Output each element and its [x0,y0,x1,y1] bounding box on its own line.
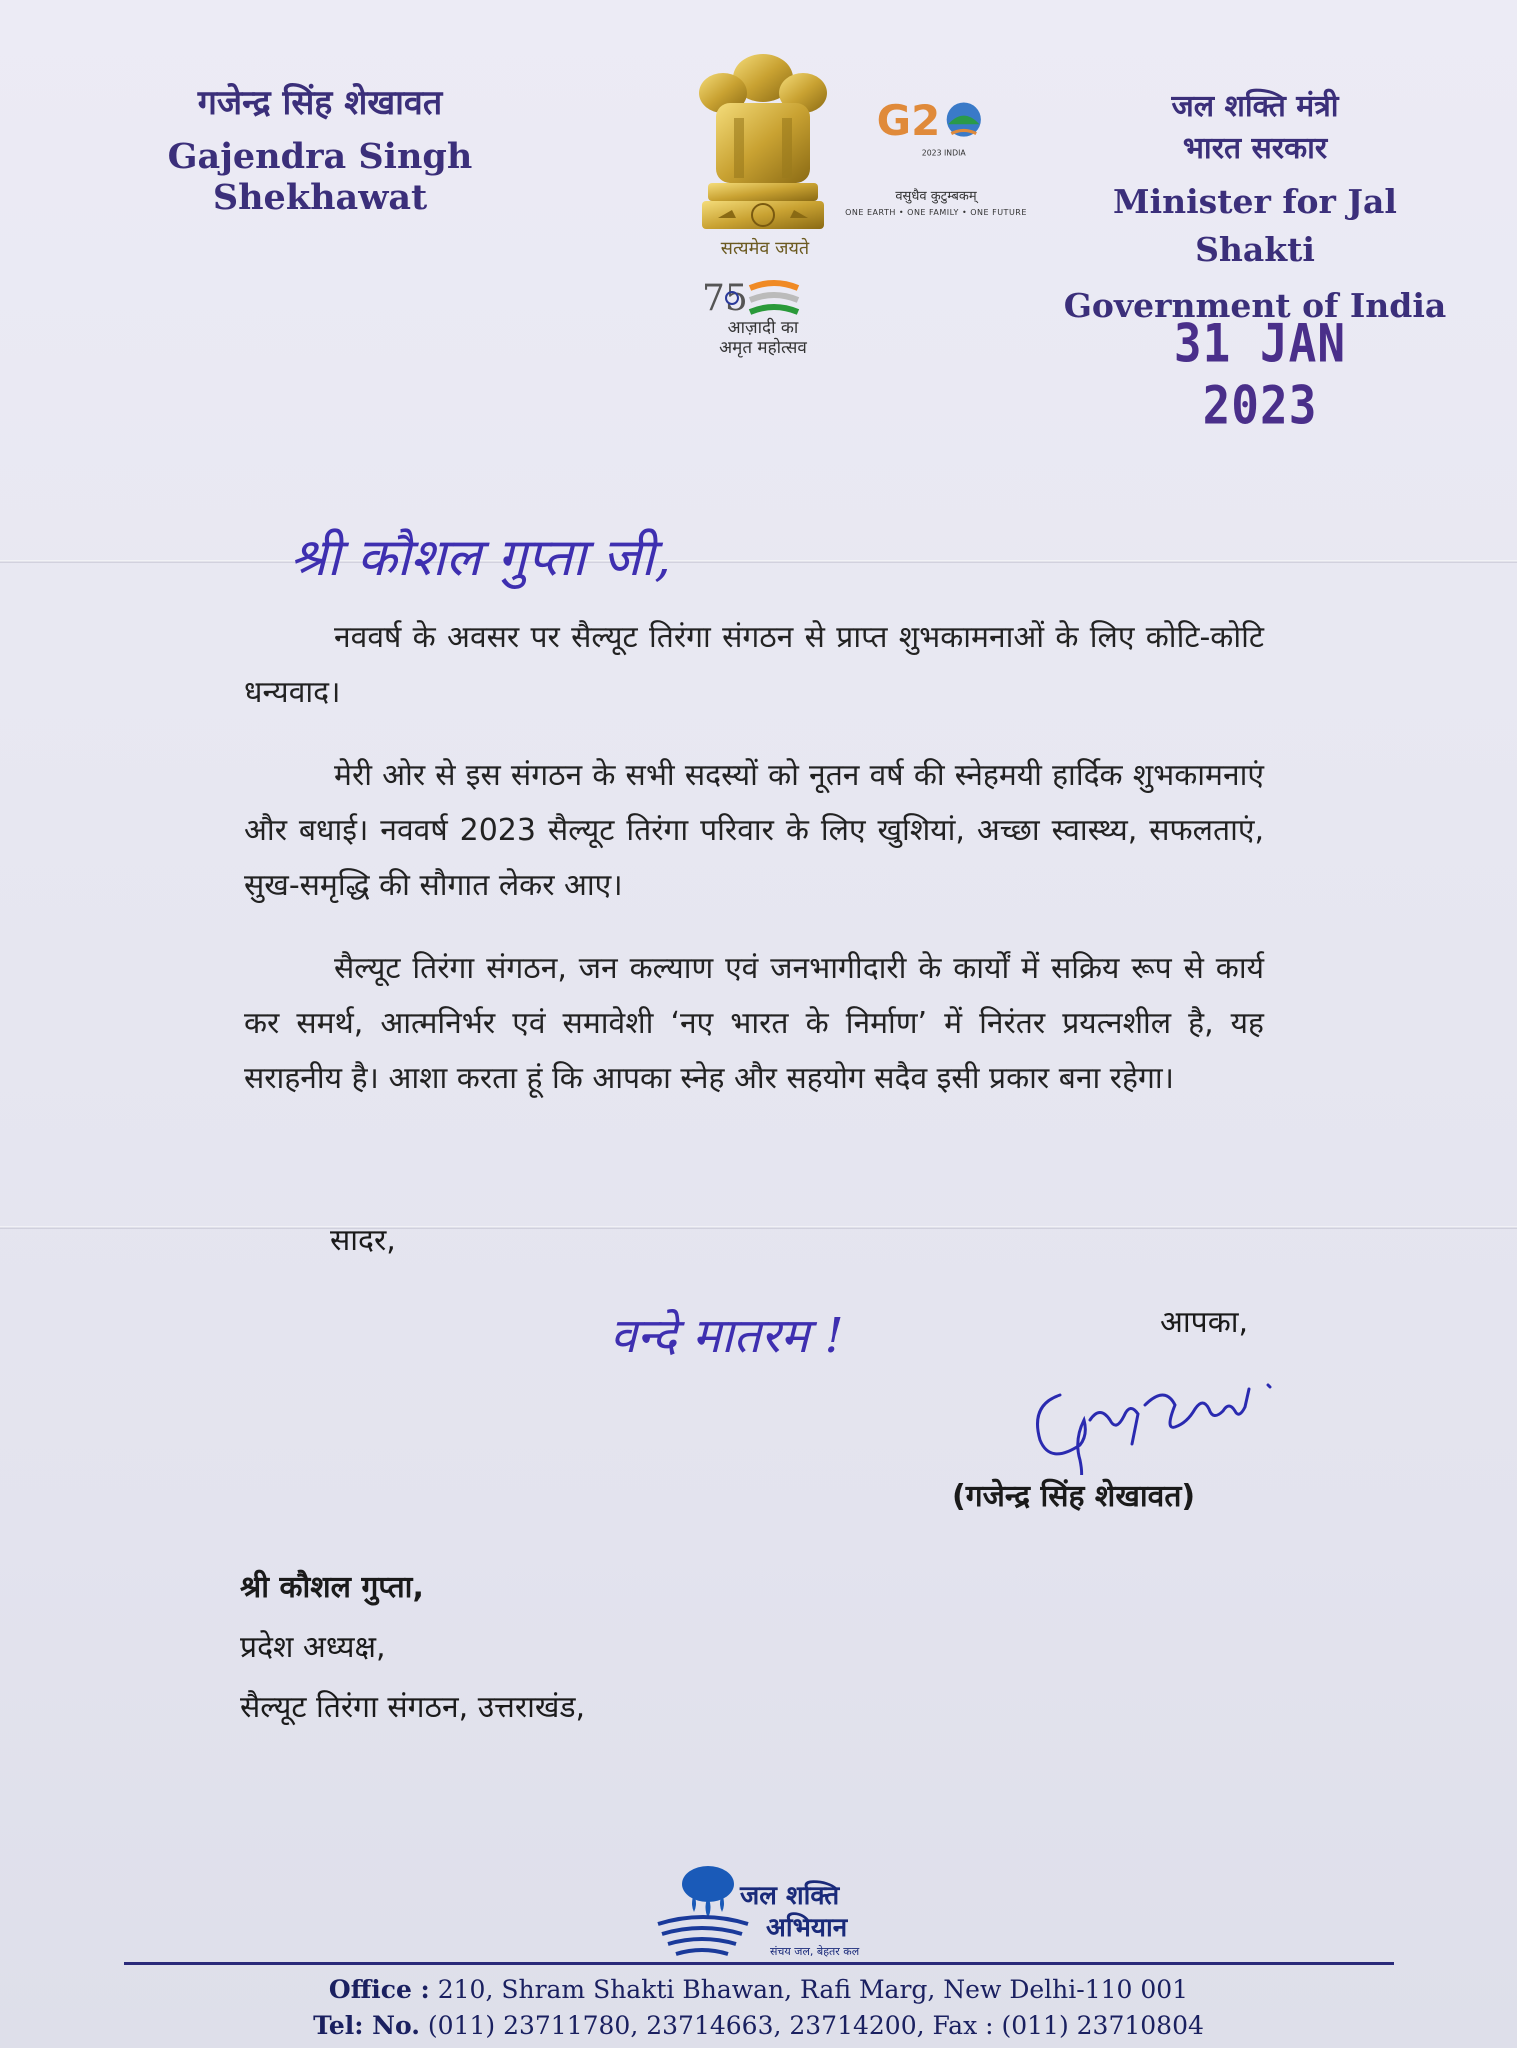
office-address: 210, Shram Shakti Bhawan, Rafi Marg, New Delhi-110 001 [437,1975,1189,2004]
body-paragraph-3: सैल्यूट तिरंगा संगठन, जन कल्याण एवं जनभागीदारी के कार्यों में सक्रिय रूप से कार्य कर समर्थ, आत्मनिर्भर एवं समावेशी ‘नए भारत के निर्माण’ में निरंतर प्रयत्नशील है, यह सराहनीय है। आशा करता हूं कि आपका स्नेह और सहयोग सदैव इसी प्रकार बना रहेगा। [244,951,1264,1096]
g20-tagline-english: ONE EARTH • ONE FAMILY • ONE FUTURE [845,208,1027,217]
azadi-text [688,318,838,358]
designation-english-2: Government of India [1063,286,1447,325]
g20-tagline-hindi: वसुधैव कुटुम्बकम् [895,189,977,204]
tel-numbers: (011) 23711780, 23714663, 23714200, Fax : (011) 23710804 [427,2011,1204,2040]
sender-block [60,78,580,218]
designation-hindi-2: भारत सरकार [1182,131,1328,166]
svg-text:75: 75 [702,278,748,319]
paper-fold [0,560,1517,563]
office-info [0,1972,1517,2044]
closing-sadar: सादर, [330,1223,396,1258]
telephone-line [0,2008,1517,2044]
jsa-line-1: जल शक्ति [740,1881,840,1911]
azadi-line-2: अमृत महोत्सव [719,338,807,358]
designation-block [1050,86,1460,330]
paper-fold [0,1226,1517,1229]
azadi-line-1: आज़ादी का [727,318,799,338]
office-label: Office : [328,1975,430,2004]
g20-logo-icon [860,90,1010,160]
svg-text:G2: G2 [876,96,941,146]
emblem-motto: सत्यमेव जयते [720,238,810,259]
recipient-organization: सैल्यूट तिरंगा संगठन, उत्तराखंड, [240,1690,586,1725]
office-address-line [0,1972,1517,2008]
national-emblem-icon [688,48,838,263]
signature-icon [1020,1365,1290,1475]
jsa-line-2: अभियान [766,1913,848,1943]
recipient-designation: प्रदेश अध्यक्ष, [240,1630,386,1665]
salutation-handwritten: श्री कौशल गुप्ता जी, [290,528,671,588]
body-paragraph-2: मेरी ओर से इस संगठन के सभी सदस्यों को नूतन वर्ष की स्नेहमयी हार्दिक शुभकामनाएं और बधाई। नववर्ष 2023 सैल्यूट तिरंगा परिवार के लिए खुशियां, अच्छा स्वास्थ्य, सफलताएं, सुख-समृद्धि की सौगात लेकर आए। [244,758,1264,903]
letter-body [244,610,1264,1134]
jsa-tagline: संचय जल, बेहतर कल [770,1945,860,1958]
body-paragraph-1: नववर्ष के अवसर पर सैल्यूट तिरंगा संगठन से प्राप्त शुभकामनाओं के लिए कोटि-कोटि धन्यवाद। [244,620,1264,710]
designation-english-1: Minister for Jal Shakti [1113,182,1397,269]
designation-hindi-1: जल शक्ति मंत्री [1171,89,1339,124]
footer-divider [124,1962,1394,1965]
closing-apka: आपका, [1160,1305,1249,1340]
sender-name-hindi: गजेन्द्र सिंह शेखावत [197,83,443,123]
vande-mataram-handwritten: वन्दे मातरम ! [610,1308,844,1364]
signatory-name: (गजेन्द्र सिंह शेखावत) [952,1479,1196,1514]
sender-name-english: Gajendra Singh Shekhawat [167,136,473,218]
recipient-address [240,1558,585,1738]
date-stamp: 31 JAN 2023 [1173,311,1347,437]
tel-label: Tel: No. [313,2011,420,2040]
g20-year: 2023 INDIA [921,148,966,158]
recipient-name: श्री कौशल गुप्ता, [240,1570,424,1605]
